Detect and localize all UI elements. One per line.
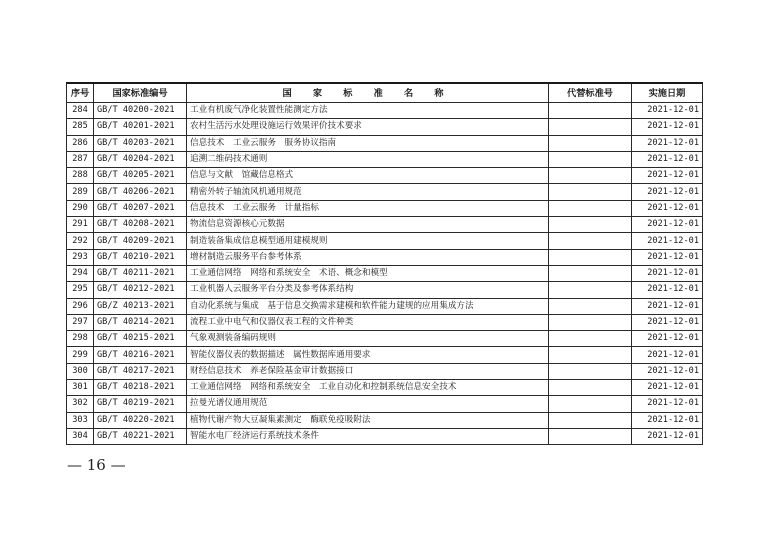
cell-standard-name: 信息技术 工业云服务 服务协议指南 <box>187 135 549 151</box>
cell-serial-number: 284 <box>67 103 94 119</box>
cell-standard-name: 工业通信网络 网络和系统安全 工业自动化和控制系统信息安全技术 <box>187 380 549 396</box>
header-standard-name: 国 家 标 准 名 称 <box>187 83 549 103</box>
cell-serial-number: 294 <box>67 265 94 281</box>
table-row <box>67 265 703 281</box>
cell-replaced-standard <box>549 298 632 314</box>
table-header-row <box>67 83 703 103</box>
cell-standard-name: 财经信息技术 养老保险基金审计数据接口 <box>187 363 549 379</box>
cell-standard-code: GB/T 40204-2021 <box>94 151 187 167</box>
cell-serial-number: 286 <box>67 135 94 151</box>
cell-effective-date: 2021-12-01 <box>632 168 703 184</box>
cell-serial-number: 285 <box>67 119 94 135</box>
cell-effective-date: 2021-12-01 <box>632 119 703 135</box>
cell-standard-name: 信息与文献 馆藏信息格式 <box>187 168 549 184</box>
cell-standard-code: GB/T 40205-2021 <box>94 168 187 184</box>
cell-replaced-standard <box>549 249 632 265</box>
cell-effective-date: 2021-12-01 <box>632 184 703 200</box>
cell-effective-date: 2021-12-01 <box>632 103 703 119</box>
cell-standard-code: GB/T 40209-2021 <box>94 233 187 249</box>
cell-replaced-standard <box>549 233 632 249</box>
cell-effective-date: 2021-12-01 <box>632 151 703 167</box>
table-row <box>67 233 703 249</box>
cell-serial-number: 288 <box>67 168 94 184</box>
cell-serial-number: 292 <box>67 233 94 249</box>
cell-effective-date: 2021-12-01 <box>632 265 703 281</box>
cell-standard-code: GB/T 40216-2021 <box>94 347 187 363</box>
table-row <box>67 200 703 216</box>
cell-serial-number: 304 <box>67 428 94 444</box>
standards-table <box>66 82 703 445</box>
cell-serial-number: 299 <box>67 347 94 363</box>
cell-standard-name: 追溯二维码技术通则 <box>187 151 549 167</box>
table-row <box>67 119 703 135</box>
cell-standard-code: GB/T 40203-2021 <box>94 135 187 151</box>
cell-standard-name: 增材制造云服务平台参考体系 <box>187 249 549 265</box>
cell-standard-code: GB/T 40200-2021 <box>94 103 187 119</box>
cell-standard-code: GB/T 40220-2021 <box>94 412 187 428</box>
cell-standard-code: GB/T 40215-2021 <box>94 331 187 347</box>
cell-effective-date: 2021-12-01 <box>632 396 703 412</box>
cell-effective-date: 2021-12-01 <box>632 380 703 396</box>
cell-standard-code: GB/T 40217-2021 <box>94 363 187 379</box>
cell-standard-name: 自动化系统与集成 基于信息交换需求建模和软件能力建规的应用集成方法 <box>187 298 549 314</box>
cell-serial-number: 287 <box>67 151 94 167</box>
table-row <box>67 396 703 412</box>
table-row <box>67 282 703 298</box>
table-row <box>67 151 703 167</box>
cell-replaced-standard <box>549 103 632 119</box>
table-row <box>67 217 703 233</box>
cell-replaced-standard <box>549 363 632 379</box>
cell-serial-number: 303 <box>67 412 94 428</box>
cell-standard-name: 气象观测装备编码规则 <box>187 331 549 347</box>
table-row <box>67 347 703 363</box>
cell-serial-number: 302 <box>67 396 94 412</box>
cell-effective-date: 2021-12-01 <box>632 314 703 330</box>
table-row <box>67 168 703 184</box>
cell-standard-code: GB/T 40210-2021 <box>94 249 187 265</box>
cell-replaced-standard <box>549 412 632 428</box>
cell-standard-name: 制造装备集成信息模型通用建模规则 <box>187 233 549 249</box>
cell-standard-code: GB/T 40211-2021 <box>94 265 187 281</box>
header-replaced-standard: 代替标准号 <box>549 83 632 103</box>
cell-replaced-standard <box>549 396 632 412</box>
cell-effective-date: 2021-12-01 <box>632 200 703 216</box>
cell-standard-name: 工业通信网络 网络和系统安全 术语、概念和模型 <box>187 265 549 281</box>
cell-replaced-standard <box>549 314 632 330</box>
cell-effective-date: 2021-12-01 <box>632 135 703 151</box>
cell-replaced-standard <box>549 217 632 233</box>
cell-serial-number: 301 <box>67 380 94 396</box>
table-row <box>67 249 703 265</box>
cell-standard-name: 智能仪器仪表的数据描述 属性数据库通用要求 <box>187 347 549 363</box>
cell-replaced-standard <box>549 200 632 216</box>
header-standard-code: 国家标准编号 <box>94 83 187 103</box>
cell-effective-date: 2021-12-01 <box>632 233 703 249</box>
cell-standard-code: GB/T 40208-2021 <box>94 217 187 233</box>
cell-effective-date: 2021-12-01 <box>632 347 703 363</box>
cell-standard-name: 拉曼光谱仪通用规范 <box>187 396 549 412</box>
cell-standard-code: GB/T 40219-2021 <box>94 396 187 412</box>
table-body <box>67 103 703 445</box>
header-effective-date: 实施日期 <box>632 83 703 103</box>
cell-standard-code: GB/T 40221-2021 <box>94 428 187 444</box>
cell-serial-number: 295 <box>67 282 94 298</box>
cell-standard-name: 智能水电厂经济运行系统技术条件 <box>187 428 549 444</box>
cell-effective-date: 2021-12-01 <box>632 282 703 298</box>
table-row <box>67 184 703 200</box>
header-serial-number: 序号 <box>67 83 94 103</box>
cell-effective-date: 2021-12-01 <box>632 331 703 347</box>
cell-replaced-standard <box>549 428 632 444</box>
cell-replaced-standard <box>549 119 632 135</box>
cell-serial-number: 297 <box>67 314 94 330</box>
cell-serial-number: 300 <box>67 363 94 379</box>
table-row <box>67 363 703 379</box>
cell-serial-number: 291 <box>67 217 94 233</box>
cell-replaced-standard <box>549 347 632 363</box>
cell-replaced-standard <box>549 168 632 184</box>
cell-standard-name: 植物代谢产物大豆凝集素测定 酶联免疫吸附法 <box>187 412 549 428</box>
cell-standard-code: GB/T 40218-2021 <box>94 380 187 396</box>
cell-serial-number: 289 <box>67 184 94 200</box>
table-row <box>67 412 703 428</box>
cell-serial-number: 298 <box>67 331 94 347</box>
page-number: — 16 — <box>67 456 126 474</box>
cell-standard-code: GB/Z 40213-2021 <box>94 298 187 314</box>
cell-serial-number: 293 <box>67 249 94 265</box>
cell-effective-date: 2021-12-01 <box>632 428 703 444</box>
table-row <box>67 314 703 330</box>
cell-standard-name: 农村生活污水处理设施运行效果评价技术要求 <box>187 119 549 135</box>
cell-replaced-standard <box>549 151 632 167</box>
cell-effective-date: 2021-12-01 <box>632 412 703 428</box>
cell-replaced-standard <box>549 282 632 298</box>
cell-replaced-standard <box>549 265 632 281</box>
table-row <box>67 380 703 396</box>
cell-replaced-standard <box>549 135 632 151</box>
cell-standard-code: GB/T 40201-2021 <box>94 119 187 135</box>
cell-standard-code: GB/T 40214-2021 <box>94 314 187 330</box>
cell-replaced-standard <box>549 184 632 200</box>
cell-replaced-standard <box>549 331 632 347</box>
cell-effective-date: 2021-12-01 <box>632 363 703 379</box>
cell-standard-name: 精密外转子轴流风机通用规范 <box>187 184 549 200</box>
cell-standard-code: GB/T 40206-2021 <box>94 184 187 200</box>
cell-replaced-standard <box>549 380 632 396</box>
cell-standard-name: 工业机器人云服务平台分类及参考体系结构 <box>187 282 549 298</box>
cell-standard-name: 流程工业中电气和仪器仪表工程的文件种类 <box>187 314 549 330</box>
table-row <box>67 428 703 444</box>
table-row <box>67 331 703 347</box>
table-row <box>67 298 703 314</box>
cell-standard-code: GB/T 40207-2021 <box>94 200 187 216</box>
cell-standard-name: 物流信息资源核心元数据 <box>187 217 549 233</box>
cell-effective-date: 2021-12-01 <box>632 298 703 314</box>
cell-serial-number: 296 <box>67 298 94 314</box>
cell-effective-date: 2021-12-01 <box>632 249 703 265</box>
cell-standard-name: 信息技术 工业云服务 计量指标 <box>187 200 549 216</box>
cell-effective-date: 2021-12-01 <box>632 217 703 233</box>
cell-standard-code: GB/T 40212-2021 <box>94 282 187 298</box>
cell-serial-number: 290 <box>67 200 94 216</box>
table-row <box>67 135 703 151</box>
cell-standard-name: 工业有机废气净化装置性能测定方法 <box>187 103 549 119</box>
table-row <box>67 103 703 119</box>
